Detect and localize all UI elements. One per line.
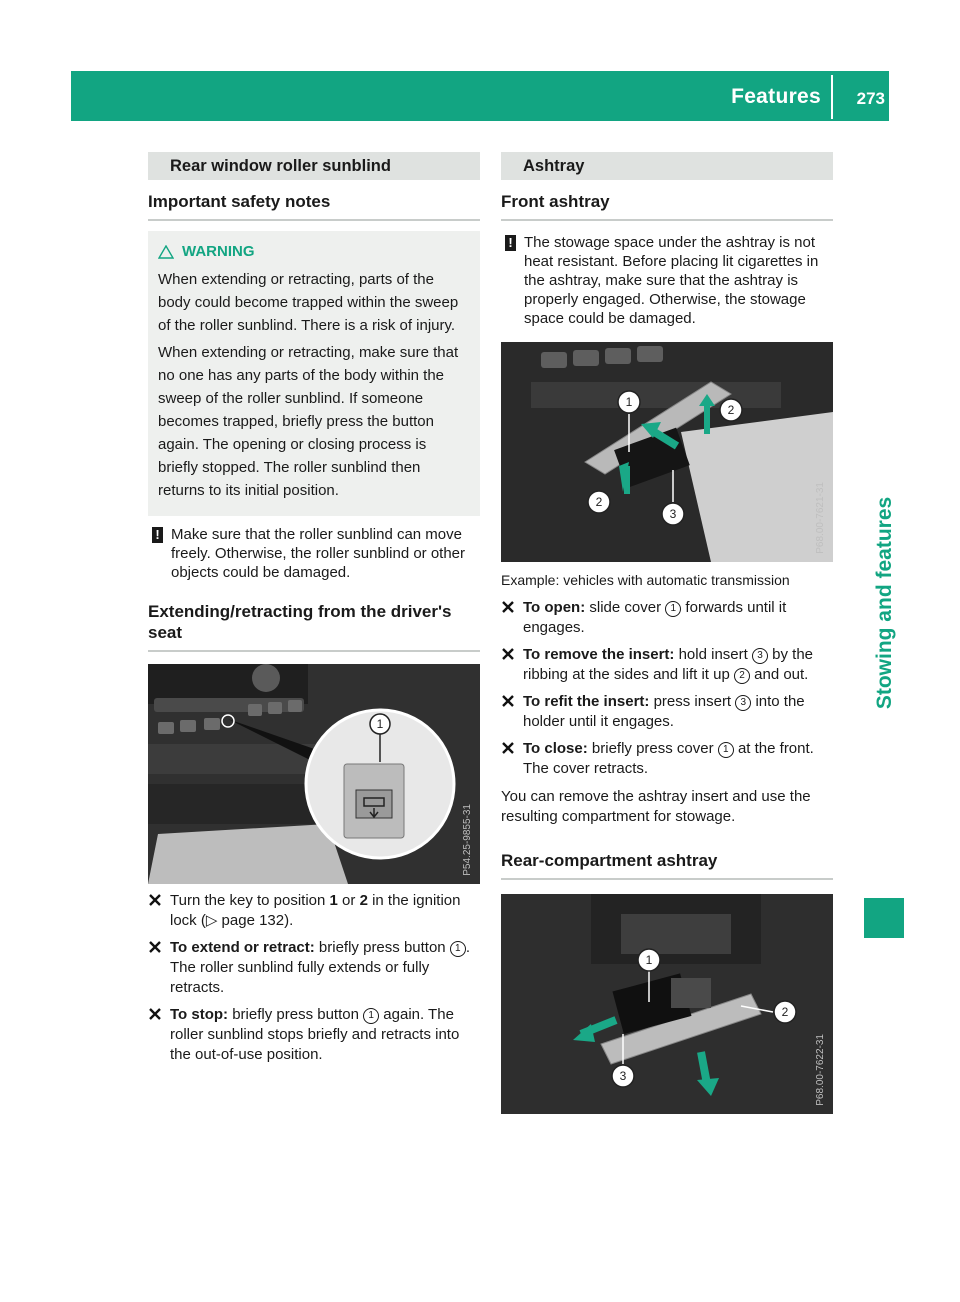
warning-title — [158, 241, 470, 262]
subhead-front-ashtray: Front ashtray — [501, 180, 833, 221]
step-arrow-icon — [501, 742, 515, 754]
rear-ashtray-illustration — [501, 894, 833, 1114]
step-text: Turn the key to position 1 or 2 in the ignition lock (▷ page 132). — [170, 892, 461, 929]
section-title-ashtray: Ashtray — [501, 152, 833, 180]
page-number: 273 — [856, 89, 885, 108]
warning-label: WARNING — [182, 243, 255, 260]
right-column — [501, 152, 833, 1114]
photo-caption: Example: vehicles with automatic transmission — [501, 572, 790, 588]
body-paragraph: You can remove the ashtray insert and use the resulting compartment for stowage. — [501, 788, 811, 825]
step-text: To refit the insert: press insert 3 into the holder until it engages. — [523, 693, 805, 730]
notice — [148, 525, 480, 582]
step-arrow-icon — [148, 894, 162, 906]
notice-text: Make sure that the roller sunblind can move freely. Otherwise, the roller sunblind or other objects could be damaged. — [171, 526, 466, 581]
step-text: To close: briefly press cover 1 at the front. The cover retracts. — [523, 740, 814, 777]
notice — [501, 233, 833, 328]
step-item — [148, 1005, 480, 1065]
step-item — [501, 692, 833, 732]
step-text: To stop: briefly press button 1 again. The roller sunblind stops briefly and retracts into the out-of-use position. — [170, 1006, 460, 1063]
photo-front-ashtray — [501, 342, 833, 562]
photo-code: P68.00-7621-31 — [815, 482, 826, 554]
callout-number: 1 — [645, 953, 653, 967]
callout-number: 1 — [376, 717, 384, 731]
photo-code: P54.25-9855-31 — [462, 804, 473, 876]
subhead-extending: Extending/retracting from the driver's seat — [148, 590, 480, 652]
step-item — [501, 645, 833, 685]
callout-number: 2 — [727, 403, 735, 417]
photo-rear-ashtray — [501, 894, 833, 1114]
left-column — [148, 152, 480, 1065]
callout-number: 1 — [450, 941, 466, 957]
callout-number: 1 — [363, 1008, 379, 1024]
step-arrow-icon — [148, 1008, 162, 1020]
callout-number: 3 — [735, 695, 751, 711]
warning-box — [148, 231, 480, 516]
step-item — [148, 891, 480, 931]
warning-paragraph: When extending or retracting, parts of the body could become trapped within the sweep of the roller sunblind. There is a risk of injury. — [158, 271, 459, 334]
callout-number: 2 — [781, 1005, 789, 1019]
warning-triangle-icon — [158, 245, 174, 259]
dashboard-illustration — [148, 664, 480, 884]
step-item — [501, 739, 833, 779]
callout-number: 1 — [665, 601, 681, 617]
callout-number: 1 — [625, 395, 633, 409]
photo-code: P68.00-7622-31 — [815, 1034, 826, 1106]
step-item — [501, 598, 833, 638]
section-title-roller-sunblind: Rear window roller sunblind — [148, 152, 480, 180]
header-title: Features — [731, 85, 821, 108]
notice-text: The stowage space under the ashtray is not heat resistant. Before placing lit cigarettes in the ashtray, make sure that the ashtray is properly engaged. Otherwise, the stowage space could be damaged. — [524, 234, 819, 327]
callout-number: 3 — [752, 648, 768, 664]
callout-number: 3 — [669, 507, 677, 521]
callout-number: 2 — [595, 495, 603, 509]
step-text: To remove the insert: hold insert 3 by the ribbing at the sides and lift it up 2 and out. — [523, 646, 813, 683]
front-ashtray-illustration — [501, 342, 833, 562]
subhead-safety-notes: Important safety notes — [148, 180, 480, 221]
warning-paragraph: When extending or retracting, make sure that no one has any parts of the body within the sweep of the roller sunblind. If someone becomes trapped, briefly press the button again. The opening or closing process is briefly stopped. The roller sunblind then returns to its initial position. — [158, 344, 459, 499]
photo-roller-sunblind-button — [148, 664, 480, 884]
step-item — [148, 938, 480, 998]
header-divider — [831, 75, 833, 119]
step-arrow-icon — [501, 695, 515, 707]
side-label-text: Stowing and features — [873, 496, 896, 710]
callout-number: 3 — [619, 1069, 627, 1083]
exclamation-icon: ! — [152, 527, 163, 543]
callout-number: 1 — [718, 742, 734, 758]
side-section-label — [866, 318, 904, 888]
step-arrow-icon — [148, 941, 162, 953]
step-text: To extend or retract: briefly press button 1 . The roller sunblind fully extends or fully retracts. — [170, 939, 470, 996]
header-bar — [71, 71, 889, 121]
step-text: To open: slide cover 1 forwards until it engages. — [523, 599, 787, 636]
side-tab-block — [864, 898, 904, 938]
step-arrow-icon — [501, 601, 515, 613]
exclamation-icon: ! — [505, 235, 516, 251]
subhead-rear-ashtray: Rear-compartment ashtray — [501, 839, 833, 880]
callout-number: 2 — [734, 668, 750, 684]
step-arrow-icon — [501, 648, 515, 660]
